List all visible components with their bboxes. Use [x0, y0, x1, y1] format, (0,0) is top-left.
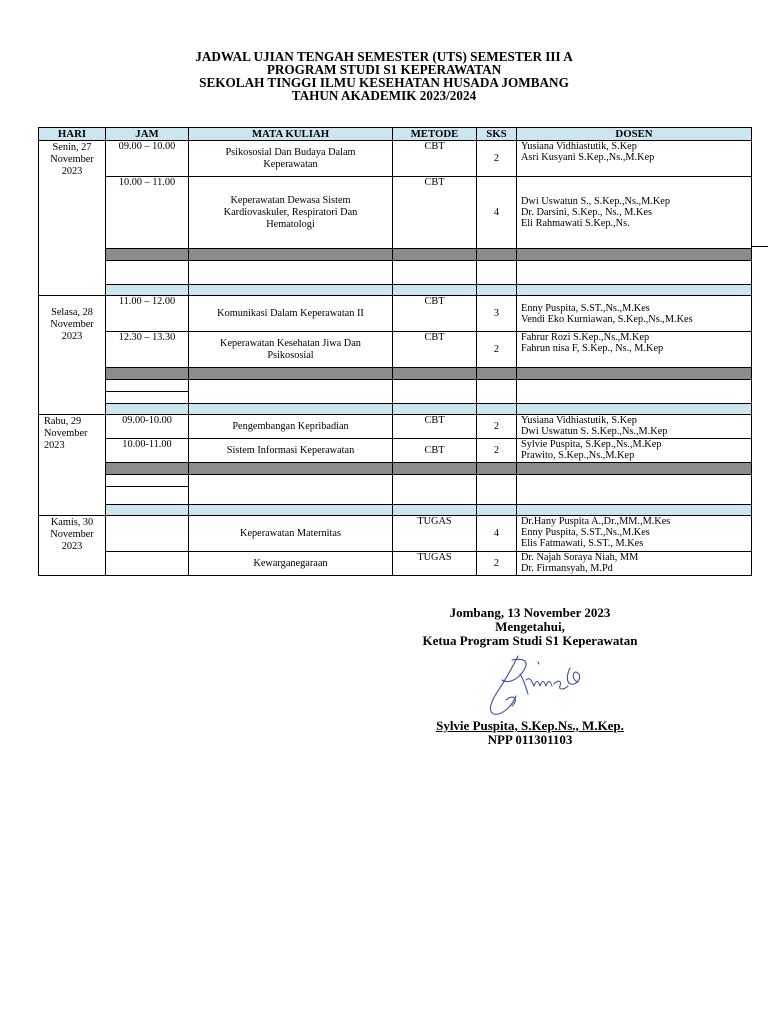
signer-name: Sylvie Puspita, S.Kep.Ns., M.Kep.: [436, 718, 624, 733]
time-cell: 11.00 – 12.00: [106, 296, 189, 332]
col-header-course: MATA KULIAH: [189, 128, 393, 141]
place-date: Jombang, 13 November 2023: [449, 605, 611, 620]
table-row: [39, 296, 752, 332]
method-cell: CBT: [393, 415, 477, 439]
table-row: [39, 415, 752, 439]
credits-cell: 2: [477, 332, 517, 368]
schedule-table: [38, 127, 752, 576]
lecturer-cell: [517, 332, 752, 368]
signer-npp: NPP 011301103: [487, 732, 573, 747]
lecturer-name: Dwi Uswatun S. S.Kep.,Ns.,M.Kep: [521, 426, 668, 437]
section-separator-row: [39, 404, 752, 415]
course-cell: Psikososial Dan Budaya Dalam Keperawatan: [189, 141, 393, 177]
course-cell: Kewarganegaraan: [189, 552, 393, 576]
day-cell: [39, 415, 106, 516]
lecturer-name: Dr.Hany Puspita A.,Dr.,MM.,M.Kes: [521, 516, 671, 527]
table-row: [39, 177, 752, 249]
signer-position: Ketua Program Studi S1 Keperawatan: [422, 633, 638, 648]
method-cell: CBT: [393, 177, 477, 249]
lecturer-name: Fahrun nisa F, S.Kep., Ns., M.Kep: [521, 343, 664, 354]
gray-divider-row: [39, 368, 752, 380]
method-cell: CBT: [393, 296, 477, 332]
credits-cell: 3: [477, 296, 517, 332]
lecturer-name: Vendi Eko Kurniawan, S.Kep.,Ns.,M.Kes: [521, 313, 693, 325]
gray-divider-row: [39, 249, 752, 261]
course-cell: Keperawatan Kesehatan Jiwa Dan Psikososial: [189, 332, 393, 368]
section-separator-row: [39, 285, 752, 296]
table-row: [39, 552, 752, 576]
course-cell: Keperawatan Maternitas: [189, 516, 393, 552]
col-header-credits: SKS: [477, 128, 517, 141]
lecturer-name: Elis Fatmawati, S.ST., M.Kes: [521, 538, 644, 549]
lecturer-name: Dr. Firmansyah, M.Pd: [521, 563, 613, 574]
header-institution-line: SEKOLAH TINGGI ILMU KESEHATAN HUSADA JOMBANG: [199, 75, 569, 90]
credits-cell: 4: [477, 516, 517, 552]
method-cell: TUGAS: [393, 516, 477, 552]
lecturer-cell: [517, 177, 752, 249]
method-cell: CBT: [393, 332, 477, 368]
time-cell: 10.00 – 11.00: [106, 177, 189, 249]
col-header-time: JAM: [106, 128, 189, 141]
lecturer-name: Asri Kusyani S.Kep.,Ns.,M.Kep: [521, 152, 655, 163]
empty-row: [39, 261, 752, 285]
method-cell: CBT: [393, 141, 477, 177]
course-cell: Komunikasi Dalam Keperawatan II: [189, 296, 393, 332]
stray-line: [751, 246, 768, 247]
empty-row: [39, 475, 752, 487]
time-cell: 12.30 – 13.30: [106, 332, 189, 368]
document-header: [0, 50, 768, 102]
credits-cell: 2: [477, 552, 517, 576]
col-header-lecturer: DOSEN: [517, 128, 752, 141]
time-cell: [106, 516, 189, 552]
lecturer-name: Sylvie Puspita, S.Kep.,Ns.,M.Kep: [521, 439, 662, 450]
handwritten-signature: [482, 650, 592, 720]
table-header-row: [39, 128, 752, 141]
time-cell: [106, 552, 189, 576]
lecturer-name: Eli Rahmawati S.Kep.,Ns.: [521, 218, 630, 229]
time-cell: 09.00 – 10.00: [106, 141, 189, 177]
day-label: Senin, 27 November 2023: [50, 142, 94, 177]
day-label: Rabu, 29 November 2023: [44, 416, 88, 451]
lecturer-name: Yusiana Vidhiastutik, S.Kep: [521, 141, 637, 152]
time-cell: 09.00-10.00: [106, 415, 189, 439]
lecturer-cell: [517, 141, 752, 177]
lecturer-name: Enny Puspita, S.ST.,Ns.,M.Kes: [521, 302, 650, 314]
day-cell: [39, 141, 106, 296]
table-row: [39, 516, 752, 552]
signature-header: [380, 606, 680, 648]
credits-cell: 4: [477, 177, 517, 249]
header-title-line: JADWAL UJIAN TENGAH SEMESTER (UTS) SEMESTER III A: [195, 49, 573, 64]
day-cell: [39, 516, 106, 576]
lecturer-name: Yusiana Vidhiastutik, S.Kep: [521, 415, 637, 426]
header-academic-year-line: TAHUN AKADEMIK 2023/2024: [291, 88, 477, 103]
lecturer-name: Dwi Uswatun S., S.Kep.,Ns.,M.Kep: [521, 196, 671, 207]
day-cell: [39, 296, 106, 415]
table-row: [39, 141, 752, 177]
lecturer-name: Enny Puspita, S.ST.,Ns.,M.Kes: [521, 527, 650, 538]
credits-cell: 2: [477, 141, 517, 177]
section-separator-row: [39, 505, 752, 516]
lecturer-cell: [517, 439, 752, 463]
lecturer-cell: [517, 296, 752, 332]
col-header-day: HARI: [39, 128, 106, 141]
lecturer-name: Dr. Najah Soraya Niah, MM: [521, 552, 639, 563]
course-cell: Pengembangan Kepribadian: [189, 415, 393, 439]
credits-cell: 2: [477, 415, 517, 439]
lecturer-name: Prawito, S.Kep.,Ns.,M.Kep: [521, 450, 635, 461]
table-row: [39, 332, 752, 368]
lecturer-cell: [517, 415, 752, 439]
day-label: Selasa, 28 November 2023: [50, 307, 94, 342]
method-cell: CBT: [393, 439, 477, 463]
method-cell: TUGAS: [393, 552, 477, 576]
lecturer-cell: [517, 552, 752, 576]
credits-cell: 2: [477, 439, 517, 463]
header-program-line: PROGRAM STUDI S1 KEPERAWATAN: [266, 62, 502, 77]
day-label: Kamis, 30 November 2023: [50, 517, 94, 552]
lecturer-name: Fahrur Rozi S.Kep.,Ns.,M.Kep: [521, 332, 650, 343]
col-header-method: METODE: [393, 128, 477, 141]
course-cell: Sistem Informasi Keperawatan: [189, 439, 393, 463]
lecturer-name: Dr. Darsini, S.Kep., Ns., M.Kes: [521, 207, 652, 218]
gray-divider-row: [39, 463, 752, 475]
course-cell: Keperawatan Dewasa Sistem Kardiovaskuler, Respiratori Dan Hematologi: [189, 177, 393, 249]
table-row: [39, 439, 752, 463]
time-cell: 10.00-11.00: [106, 439, 189, 463]
acknowledged-label: Mengetahui,: [495, 619, 565, 634]
lecturer-cell: [517, 516, 752, 552]
empty-row: [39, 380, 752, 392]
signature-footer: [380, 719, 680, 747]
